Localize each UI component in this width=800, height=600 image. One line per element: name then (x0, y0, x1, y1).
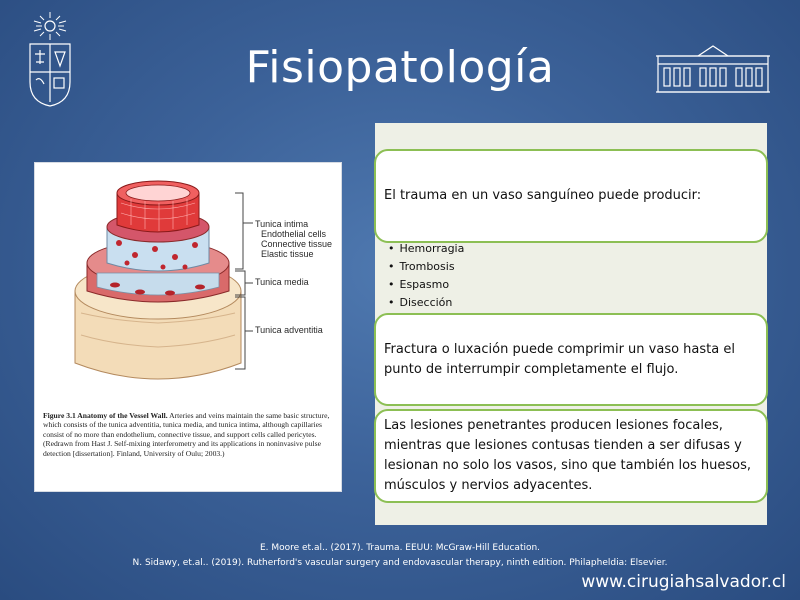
list-item: • Hemorragia (388, 240, 464, 258)
lesions-text: Las lesiones penetrantes producen lesiones focales, mientras que lesiones contusas tienden a ser difusas y lesionan no solo los vasos, sino que también los huesos, músculos y nervios adyacentes. (384, 418, 752, 493)
trauma-intro-box (374, 149, 768, 243)
fracture-box (374, 313, 768, 406)
label-endothelial-cells: Endothelial cells (261, 229, 327, 239)
lesions-box (374, 409, 768, 503)
reference-moore: E. Moore et.al.. (2017). Trauma. EEUU: McGraw-Hill Education. (259, 543, 541, 553)
label-tunica-adventitia: Tunica adventitia (255, 325, 323, 335)
figure-caption-text: Arteries and veins maintain the same basic structure, which consists of the tunica adventitia, tunica media, and tunica intima, although capillaries consist of no more than endothelium, connective tissue, and support cells called pericytes. (Redrawn from Hast J. Self-mixing interferometry and its applications in noninvasive pulse detection [dissertation]. Finland, University of Oulu; 2003.) (43, 411, 330, 458)
label-elastic-tissue: Elastic tissue (261, 249, 314, 259)
reference-sidawy: N. Sidawy, et.al.. (2019). Rutherford's vascular surgery and endovascular therapy, ninth edition. Philapheldia: Elsevier. (132, 558, 668, 568)
label-tunica-intima: Tunica intima (255, 219, 309, 229)
figure-caption-title: Figure 3.1 Anatomy of the Vessel Wall. (43, 411, 168, 420)
label-tunica-media: Tunica media (255, 277, 309, 287)
slide-title: Fisiopatología (245, 42, 555, 93)
list-item: • Trombosis (388, 258, 464, 276)
trauma-intro-text: El trauma en un vaso sanguíneo puede producir: (384, 188, 702, 203)
effects-list (388, 240, 464, 312)
list-item: • Espasmo (388, 276, 464, 294)
fracture-text: Fractura o luxación puede comprimir un vaso hasta el punto de interrumpir completamente el flujo. (384, 341, 735, 377)
vessel-wall-figure (34, 162, 342, 492)
list-item: • Disección (388, 294, 464, 312)
figure-caption (43, 411, 335, 458)
footer-url: www.cirugiahsalvador.cl (581, 572, 786, 592)
label-connective-tissue: Connective tissue (261, 239, 333, 249)
vessel-wall-illustration (35, 163, 341, 413)
